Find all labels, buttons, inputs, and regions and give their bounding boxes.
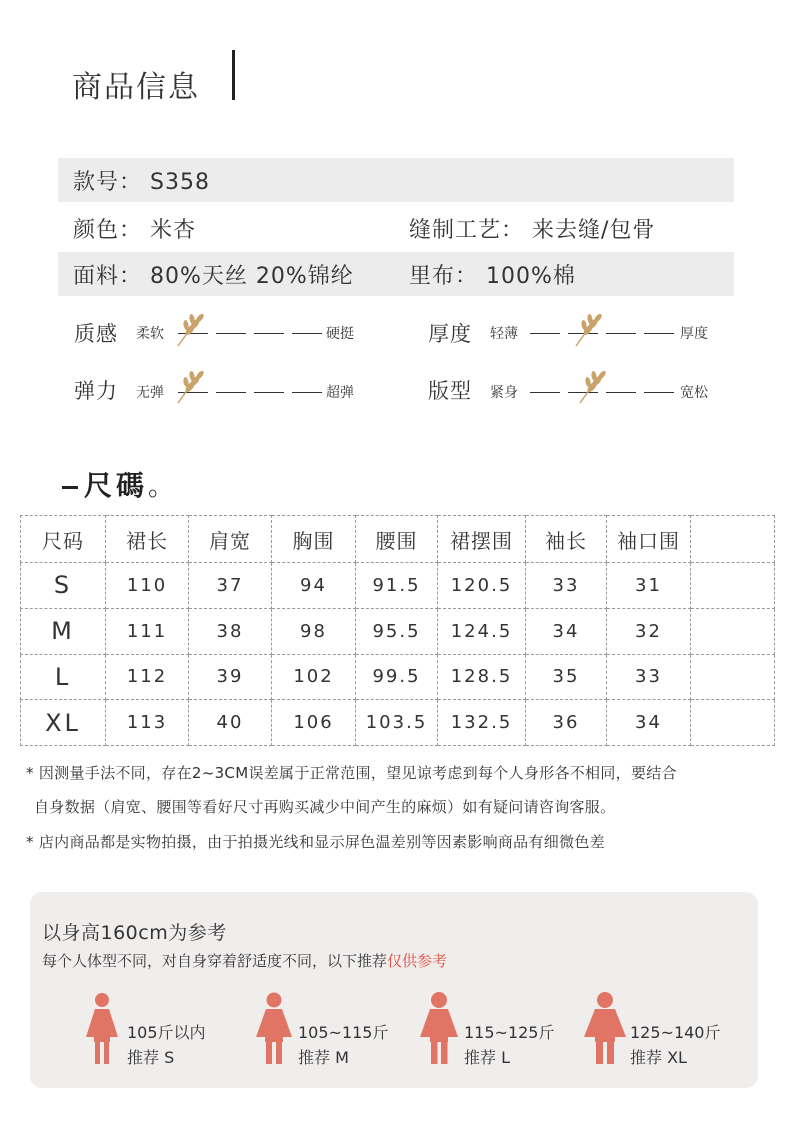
wheat-marker-icon bbox=[572, 312, 604, 348]
figure-weight: 115~125斤 bbox=[464, 1023, 555, 1042]
table-cell bbox=[691, 700, 775, 746]
table-cell: 35 bbox=[526, 654, 607, 700]
table-cell: 40 bbox=[189, 700, 272, 746]
table-row bbox=[21, 700, 775, 746]
table-cell: 95.5 bbox=[356, 608, 438, 654]
attr-low: 无弹 bbox=[136, 385, 164, 401]
figure-recommendation: 推荐 M bbox=[298, 1048, 349, 1067]
reference-subtitle bbox=[42, 950, 447, 971]
table-cell: 94 bbox=[272, 563, 356, 609]
attr-high: 硬挺 bbox=[326, 326, 354, 342]
sewing-craft: 缝制工艺： 来去缝/包骨 bbox=[409, 217, 656, 243]
size-cell: XL bbox=[21, 700, 106, 746]
header-cell: 胸围 bbox=[272, 516, 356, 563]
size-title-dot: 。 bbox=[148, 472, 179, 502]
attr-label: 弹力 bbox=[74, 379, 118, 403]
wheat-marker-icon bbox=[174, 312, 206, 348]
table-cell: 32 bbox=[607, 608, 691, 654]
note-color-difference: * 店内商品都是实物拍摄，由于拍摄光线和显示屏色温差别等因素影响商品有细微色差 bbox=[26, 833, 605, 851]
reference-title: 以身高160cm为参考 bbox=[42, 922, 227, 944]
attr-low: 轻薄 bbox=[490, 326, 518, 342]
figure-recommendation: 推荐 S bbox=[127, 1048, 175, 1067]
lining-value: 里布： 100%棉 bbox=[409, 263, 576, 289]
table-cell: 106 bbox=[272, 700, 356, 746]
header-cell: 裙摆围 bbox=[438, 516, 526, 563]
attr-fit bbox=[428, 375, 728, 405]
table-cell: 132.5 bbox=[438, 700, 526, 746]
table-cell: 33 bbox=[526, 563, 607, 609]
size-cell: L bbox=[21, 654, 106, 700]
table-cell: 36 bbox=[526, 700, 607, 746]
header-cell: 裙长 bbox=[106, 516, 189, 563]
figure-weight: 105~115斤 bbox=[298, 1023, 389, 1042]
attr-low: 紧身 bbox=[490, 385, 518, 401]
table-cell: 34 bbox=[526, 608, 607, 654]
height-reference-panel bbox=[30, 892, 758, 1088]
table-cell: 34 bbox=[607, 700, 691, 746]
table-cell: 33 bbox=[607, 654, 691, 700]
woman-figure-icon bbox=[84, 992, 120, 1066]
wheat-marker-icon bbox=[174, 369, 206, 405]
attr-label: 厚度 bbox=[428, 322, 472, 346]
table-cell: 111 bbox=[106, 608, 189, 654]
size-cell: S bbox=[21, 563, 106, 609]
size-cell: M bbox=[21, 608, 106, 654]
table-cell: 38 bbox=[189, 608, 272, 654]
attr-elasticity bbox=[74, 375, 374, 405]
woman-figure-icon bbox=[254, 992, 294, 1066]
table-cell: 113 bbox=[106, 700, 189, 746]
table-cell: 37 bbox=[189, 563, 272, 609]
info-row-fabric bbox=[58, 252, 734, 296]
note-measurement-cont: 自身数据（肩宽、腰围等看好尺寸再购买减少中间产生的麻烦）如有疑问请咨询客服。 bbox=[34, 798, 616, 816]
table-cell: 103.5 bbox=[356, 700, 438, 746]
header-cell: 尺码 bbox=[21, 516, 106, 563]
fabric-value: 面料： 80%天丝 20%锦纶 bbox=[73, 263, 354, 289]
attr-label: 质感 bbox=[74, 322, 118, 346]
woman-figure-icon bbox=[582, 992, 628, 1066]
size-table-header bbox=[21, 516, 775, 563]
header-cell: 腰围 bbox=[356, 516, 438, 563]
table-cell: 98 bbox=[272, 608, 356, 654]
table-cell: 124.5 bbox=[438, 608, 526, 654]
table-cell: 120.5 bbox=[438, 563, 526, 609]
table-row bbox=[21, 608, 775, 654]
size-title-text: 尺碼 bbox=[84, 469, 149, 502]
reference-subtitle-text: 每个人体型不同，对自身穿着舒适度不同，以下推荐 bbox=[42, 952, 388, 970]
figure-weight: 125~140斤 bbox=[630, 1023, 721, 1042]
table-cell bbox=[691, 563, 775, 609]
attr-label: 版型 bbox=[428, 379, 472, 403]
reference-highlight: 仅供参考 bbox=[387, 952, 448, 970]
attr-low: 柔软 bbox=[136, 326, 164, 342]
table-cell: 110 bbox=[106, 563, 189, 609]
table-cell: 31 bbox=[607, 563, 691, 609]
table-cell: 102 bbox=[272, 654, 356, 700]
size-table bbox=[20, 515, 775, 746]
figure-recommendation: 推荐 L bbox=[464, 1048, 511, 1067]
figure-recommendation: 推荐 XL bbox=[630, 1048, 687, 1067]
attr-high: 超弹 bbox=[326, 385, 354, 401]
header-cell bbox=[691, 516, 775, 563]
info-row-style bbox=[58, 158, 734, 202]
note-measurement: * 因测量手法不同，存在2~3CM误差属于正常范围，望见谅考虑到每个人身形各不相同，要结合 bbox=[26, 764, 677, 782]
table-row bbox=[21, 563, 775, 609]
table-cell: 128.5 bbox=[438, 654, 526, 700]
table-cell: 99.5 bbox=[356, 654, 438, 700]
attr-high: 宽松 bbox=[680, 385, 708, 401]
header-cell: 袖口围 bbox=[607, 516, 691, 563]
attr-thickness bbox=[428, 318, 728, 348]
table-cell: 39 bbox=[189, 654, 272, 700]
header-cell: 肩宽 bbox=[189, 516, 272, 563]
table-cell: 91.5 bbox=[356, 563, 438, 609]
woman-figure-icon bbox=[418, 992, 460, 1066]
table-cell bbox=[691, 608, 775, 654]
attr-high: 厚度 bbox=[680, 326, 708, 342]
color-value: 颜色： 米杏 bbox=[73, 217, 196, 243]
attr-texture bbox=[74, 318, 374, 348]
table-row bbox=[21, 654, 775, 700]
style-number: 款号： S358 bbox=[73, 169, 210, 195]
figure-weight: 105斤以内 bbox=[127, 1023, 206, 1042]
info-row-color bbox=[58, 206, 734, 250]
size-section-title bbox=[62, 464, 178, 504]
table-cell: 112 bbox=[106, 654, 189, 700]
wheat-marker-icon bbox=[576, 369, 608, 405]
header-cell: 袖长 bbox=[526, 516, 607, 563]
table-cell bbox=[691, 654, 775, 700]
title-divider bbox=[232, 50, 235, 100]
product-info-title: 商品信息 bbox=[72, 70, 200, 105]
